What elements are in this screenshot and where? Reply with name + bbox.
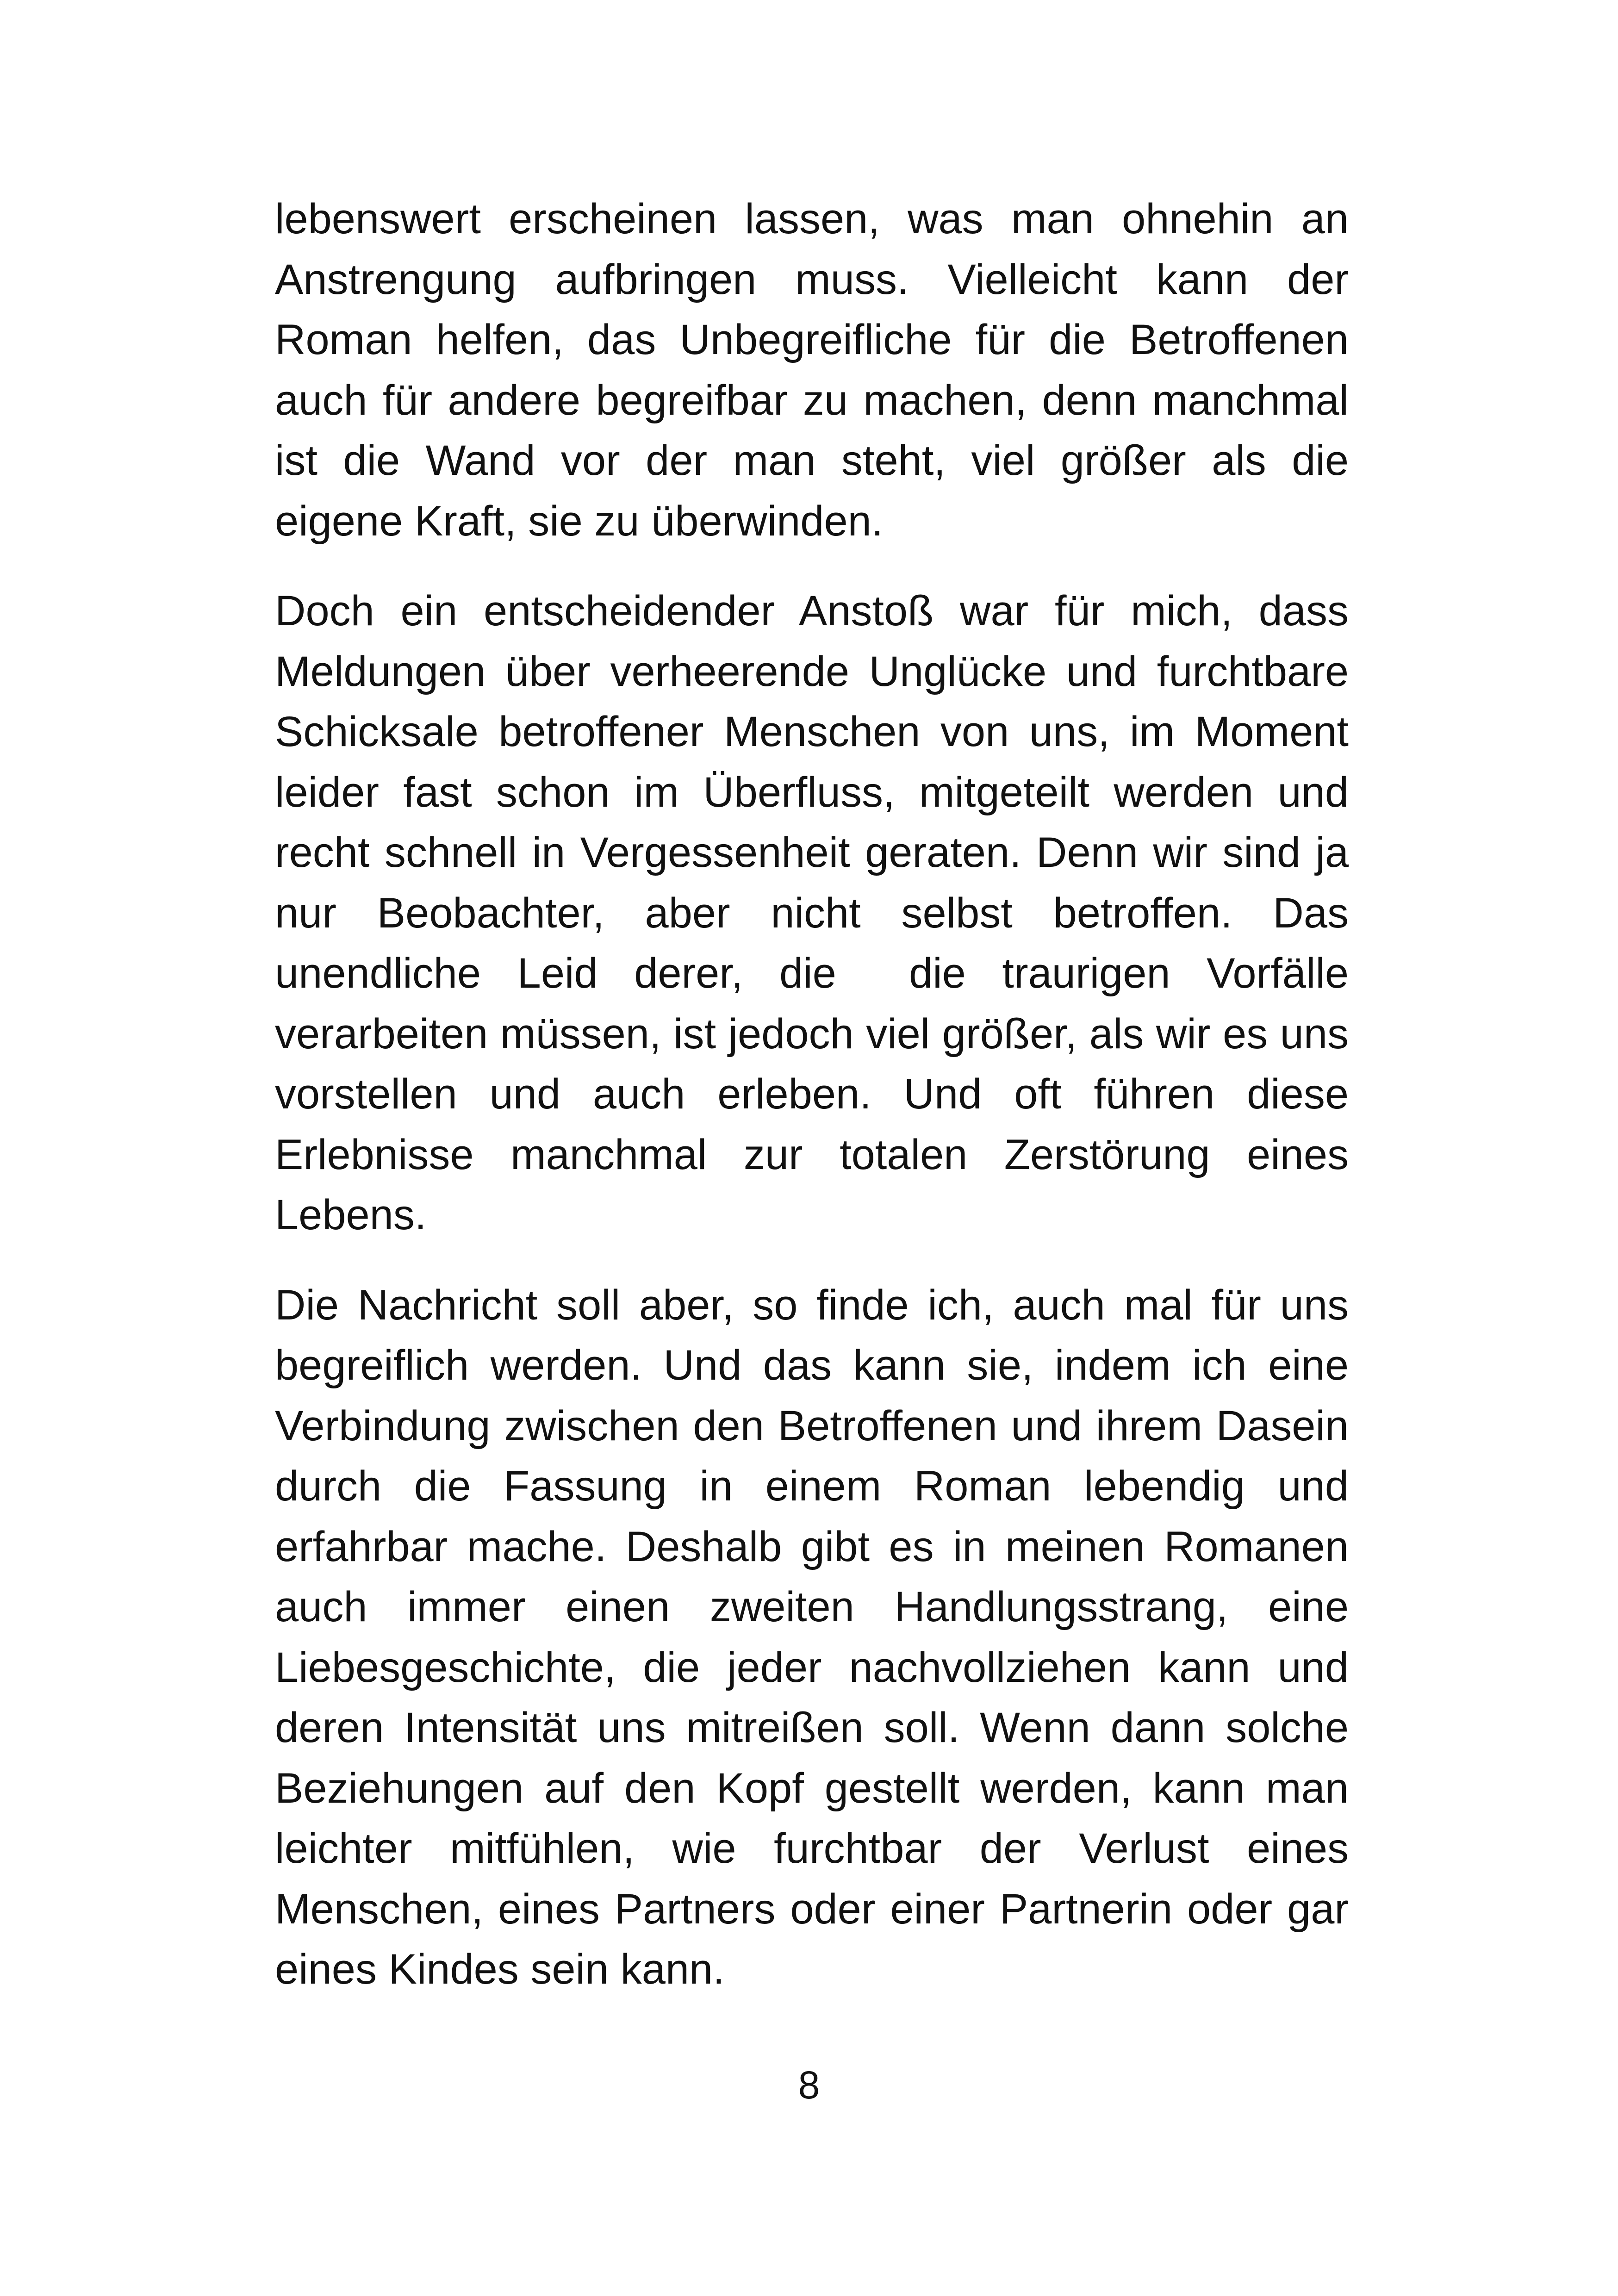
- paragraph-1: lebenswert erscheinen lassen, was man ohnehin an Anstrengung aufbringen muss. Vielleicht kann der Roman helfen, das Unbegreifliche für die Betroffenen auch für andere begreifbar zu machen, denn manchmal ist die Wand vor der man steht, viel größer als die eigene Kraft, sie zu überwinden.: [275, 195, 1361, 545]
- paragraph-3: Die Nachricht soll aber, so finde ich, auch mal für uns begreiflich werden. Und das kann sie, indem ich eine Verbindung zwischen den Betroffenen und ihrem Dasein durch die Fassung in einem Roman lebendig und erfahrbar mache. Deshalb gibt es in meinen Romanen auch immer einen zweiten Handlungsstrang, eine Liebesgeschichte, die jeder nachvollziehen kann und deren Intensität uns mitreißen soll. Wenn dann solche Beziehungen auf den Kopf gestellt werden, kann man leichter mitfühlen, wie furchtbar der Verlust eines Menschen, eines Partners oder einer Partnerin oder gar eines Kindes sein kann.: [275, 1281, 1361, 1993]
- body-text: [275, 189, 1361, 2000]
- page-number: 8: [798, 2063, 820, 2107]
- paragraph-2: Doch ein entscheidender Anstoß war für mich, dass Meldungen über verheerende Unglücke und furchtbare Schicksale betroffener Menschen von uns, im Moment leider fast schon im Überfluss, mitgeteilt werden und recht schnell in Vergessenheit geraten. Denn wir sind ja nur Beobachter, aber nicht selbst betroffen. Das unendliche Leid derer, die die traurigen Vorfälle verarbeiten müssen, ist jedoch viel größer, als wir es uns vorstellen und auch erleben. Und oft führen diese Erlebnisse manchmal zur totalen Zerstörung eines Lebens.: [275, 587, 1361, 1238]
